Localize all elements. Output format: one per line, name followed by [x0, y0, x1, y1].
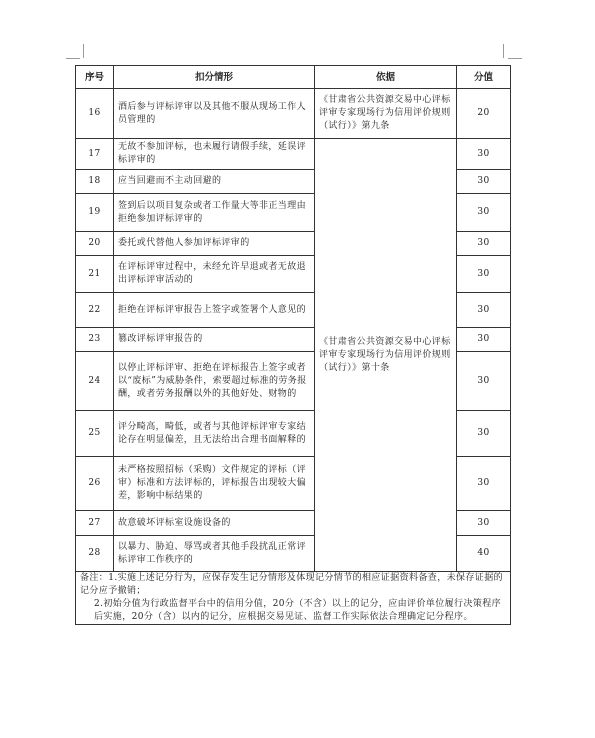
- crop-mark-top-right-vertical: [503, 44, 504, 58]
- crop-mark-top-left-vertical: [83, 44, 84, 58]
- crop-mark-top-left-horizontal: [66, 58, 80, 59]
- row-no: 21: [76, 256, 114, 293]
- header-basis: 依据: [315, 66, 457, 89]
- row-situation: 酒后参与评标评审以及其他不服从现场工作人员管理的: [114, 89, 315, 139]
- note-line-1: 备注：1.实施上述记分行为，应保存发生记分情形及体现记分情节的相应证据资料备查，未保存证据的记分应予撤销；: [80, 573, 503, 596]
- row-no: 18: [76, 170, 114, 194]
- row-situation: 签到后以项目复杂或者工作量大等非正当理由拒绝参加评标评审的: [114, 194, 315, 232]
- row-score: 30: [457, 293, 511, 328]
- row-score: 30: [457, 232, 511, 256]
- header-situation: 扣分情形: [114, 66, 315, 89]
- header-no: 序号: [76, 66, 114, 89]
- notes-row: [76, 572, 511, 625]
- row-no: 19: [76, 194, 114, 232]
- row-no: 17: [76, 139, 114, 170]
- row-situation: 拒绝在评标评审报告上签字或签署个人意见的: [114, 293, 315, 328]
- row-score: 30: [457, 194, 511, 232]
- row-situation: 应当回避而不主动回避的: [114, 170, 315, 194]
- row-situation: 以停止评标评审、拒绝在评标报告上签字或者以“废标”为威胁条件，索要超过标准的劳务报酬，或者劳务报酬以外的其他好处、财物的: [114, 352, 315, 411]
- row-situation: 在评标评审过程中，未经允许早退或者无故退出评标评审活动的: [114, 256, 315, 293]
- table-row: [76, 139, 511, 170]
- row-situation: 故意破坏评标室设施设备的: [114, 511, 315, 536]
- row-score: 30: [457, 457, 511, 511]
- header-score: 分值: [457, 66, 511, 89]
- row-score: 30: [457, 256, 511, 293]
- note-line-2: 2.初始分值为行政监督平台中的信用分值，20分（不含）以上的记分，应由评价单位履行决策程序后实施，20分（含）以内的记分，应根据交易见证、监督工作实际依法合理确定记分程序。: [94, 599, 502, 622]
- notes-cell: [76, 572, 511, 625]
- row-no: 25: [76, 411, 114, 457]
- row-situation: 无故不参加评标，也未履行请假手续，延误评标评审的: [114, 139, 315, 170]
- row-score: 30: [457, 328, 511, 352]
- row-no: 23: [76, 328, 114, 352]
- row-score: 30: [457, 139, 511, 170]
- row-score: 30: [457, 511, 511, 536]
- row-situation: 委托或代替他人参加评标评审的: [114, 232, 315, 256]
- row-score: 30: [457, 170, 511, 194]
- row-score: 30: [457, 352, 511, 411]
- row-score: 40: [457, 536, 511, 572]
- crop-mark-top-right-horizontal: [508, 58, 522, 59]
- scoring-table: [75, 65, 511, 625]
- row-no: 28: [76, 536, 114, 572]
- table-row: [76, 89, 511, 139]
- row-no: 22: [76, 293, 114, 328]
- row-situation: 未严格按照招标（采购）文件规定的评标（评审）标准和方法评标的，评标报告出现较大偏差，影响中标结果的: [114, 457, 315, 511]
- row-no: 16: [76, 89, 114, 139]
- row-no: 24: [76, 352, 114, 411]
- row-situation: 篡改评标评审报告的: [114, 328, 315, 352]
- row-situation: 评分畸高，畸低，或者与其他评标评审专家结论存在明显偏差，且无法给出合理书面解释的: [114, 411, 315, 457]
- row-basis-article9: 《甘肃省公共资源交易中心评标评审专家现场行为信用评价规则（试行）》第九条: [315, 89, 457, 139]
- row-no: 26: [76, 457, 114, 511]
- row-no: 27: [76, 511, 114, 536]
- row-no: 20: [76, 232, 114, 256]
- row-basis-article10: 《甘肃省公共资源交易中心评标评审专家现场行为信用评价规则（试行）》第十条: [315, 139, 457, 572]
- row-score: 30: [457, 411, 511, 457]
- row-situation: 以暴力、胁迫、辱骂或者其他手段扰乱正常评标评审工作秩序的: [114, 536, 315, 572]
- row-score: 20: [457, 89, 511, 139]
- table-header-row: [76, 66, 511, 89]
